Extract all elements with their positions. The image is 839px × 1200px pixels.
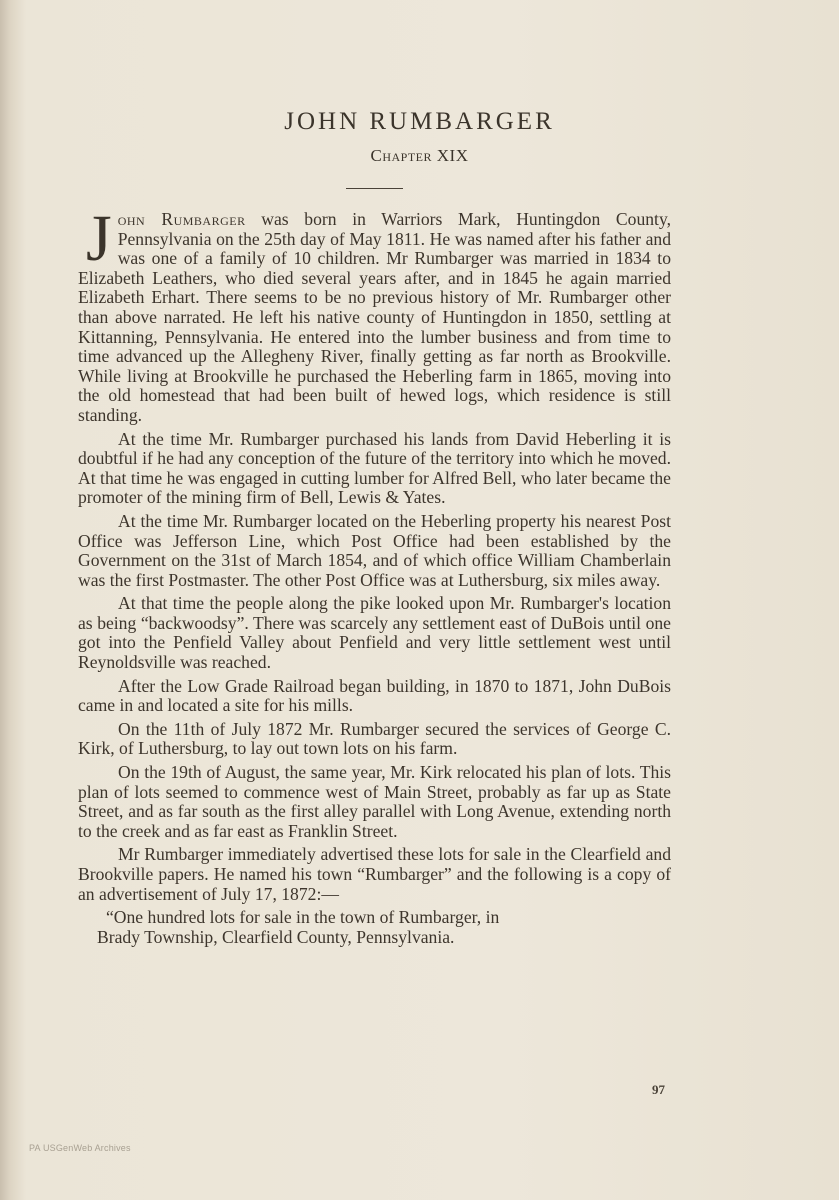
page-title: JOHN RUMBARGER [284,108,555,135]
paragraph-1 [78,202,671,426]
paragraph-2: At the time Mr. Rumbarger purchased his lands from David Heberling it is doubtful if he had any conception of the future of the territory into which he moved. At that time he was engaged in cutting lumber for Alfred Bell, who later became the promoter of the mining firm of Bell, Lewis & Yates. [78,428,671,508]
title-rule-divider [346,188,403,189]
paragraph-5: After the Low Grade Railroad began building, in 1870 to 1871, John DuBois came in and located a site for his mills. [78,675,671,716]
drop-cap: J [86,202,112,275]
advertisement-quote-line-2: Brady Township, Clearfield County, Pennsylvania. [97,926,455,947]
paragraph-1-text: was born in Warriors Mark, Huntingdon County, Pennsylvania on the 25th day of May 1811. He was named after his father and was one of a family of 10 children. Mr Rumbarger was married in 1834 to Elizabeth Leathers, who died several years after, and in 1845 he again married Elizabeth Erhart. There seems to be no previous history of Mr. Rumbarger other than above narrated. He left his native county of Huntingdon in 1850, settling at Kittanning, Pennsylvania. He entered into the lumber business and from time to time advanced up the Allegheny River, finally getting as far north as Brookville. While living at Brookville he purchased the Heberling farm in 1865, moving into the old homestead that had been built of hewed logs, which residence is still standing. [78,209,671,425]
paragraph-6: On the 11th of July 1872 Mr. Rumbarger secured the services of George C. Kirk, of Luthersburg, to lay out town lots on his farm. [78,718,671,759]
chapter-body-text [78,202,671,951]
paragraph-4: At that time the people along the pike looked upon Mr. Rumbarger's location as being “backwoodsy”. There was scarcely any settlement east of DuBois until one got into the Penfield Valley about Penfield and very little settlement west until Reynoldsville was reached. [78,593,671,673]
page-number: 97 [652,1082,665,1097]
opening-small-caps: ohn Rumbarger [117,209,246,229]
advertisement-quote-line-1: “One hundred lots for sale in the town of Rumbarger, in [106,907,500,928]
paragraph-3: At the time Mr. Rumbarger located on the Heberling property his nearest Post Office was Jefferson Line, which Post Office had been established by the Government on the 31st of March 1854, and of which office William Chamberlain was the first Postmaster. The other Post Office was at Luthersburg, six miles away. [78,510,671,590]
paragraph-7: On the 19th of August, the same year, Mr. Kirk relocated his plan of lots. This plan of lots seemed to commence west of Main Street, probably as far up as State Street, and as far south as the first alley parallel with Long Avenue, extending north to the creek and as far east as Franklin Street. [78,762,671,841]
paragraph-8: Mr Rumbarger immediately advertised these lots for sale in the Clearfield and Brookville papers. He named his town “Rumbarger” and the following is a copy of an advertisement of July 17, 1872:— [78,844,671,904]
archive-watermark: PA USGenWeb Archives [29,1143,131,1153]
chapter-heading: Chapter XIX [370,146,469,165]
